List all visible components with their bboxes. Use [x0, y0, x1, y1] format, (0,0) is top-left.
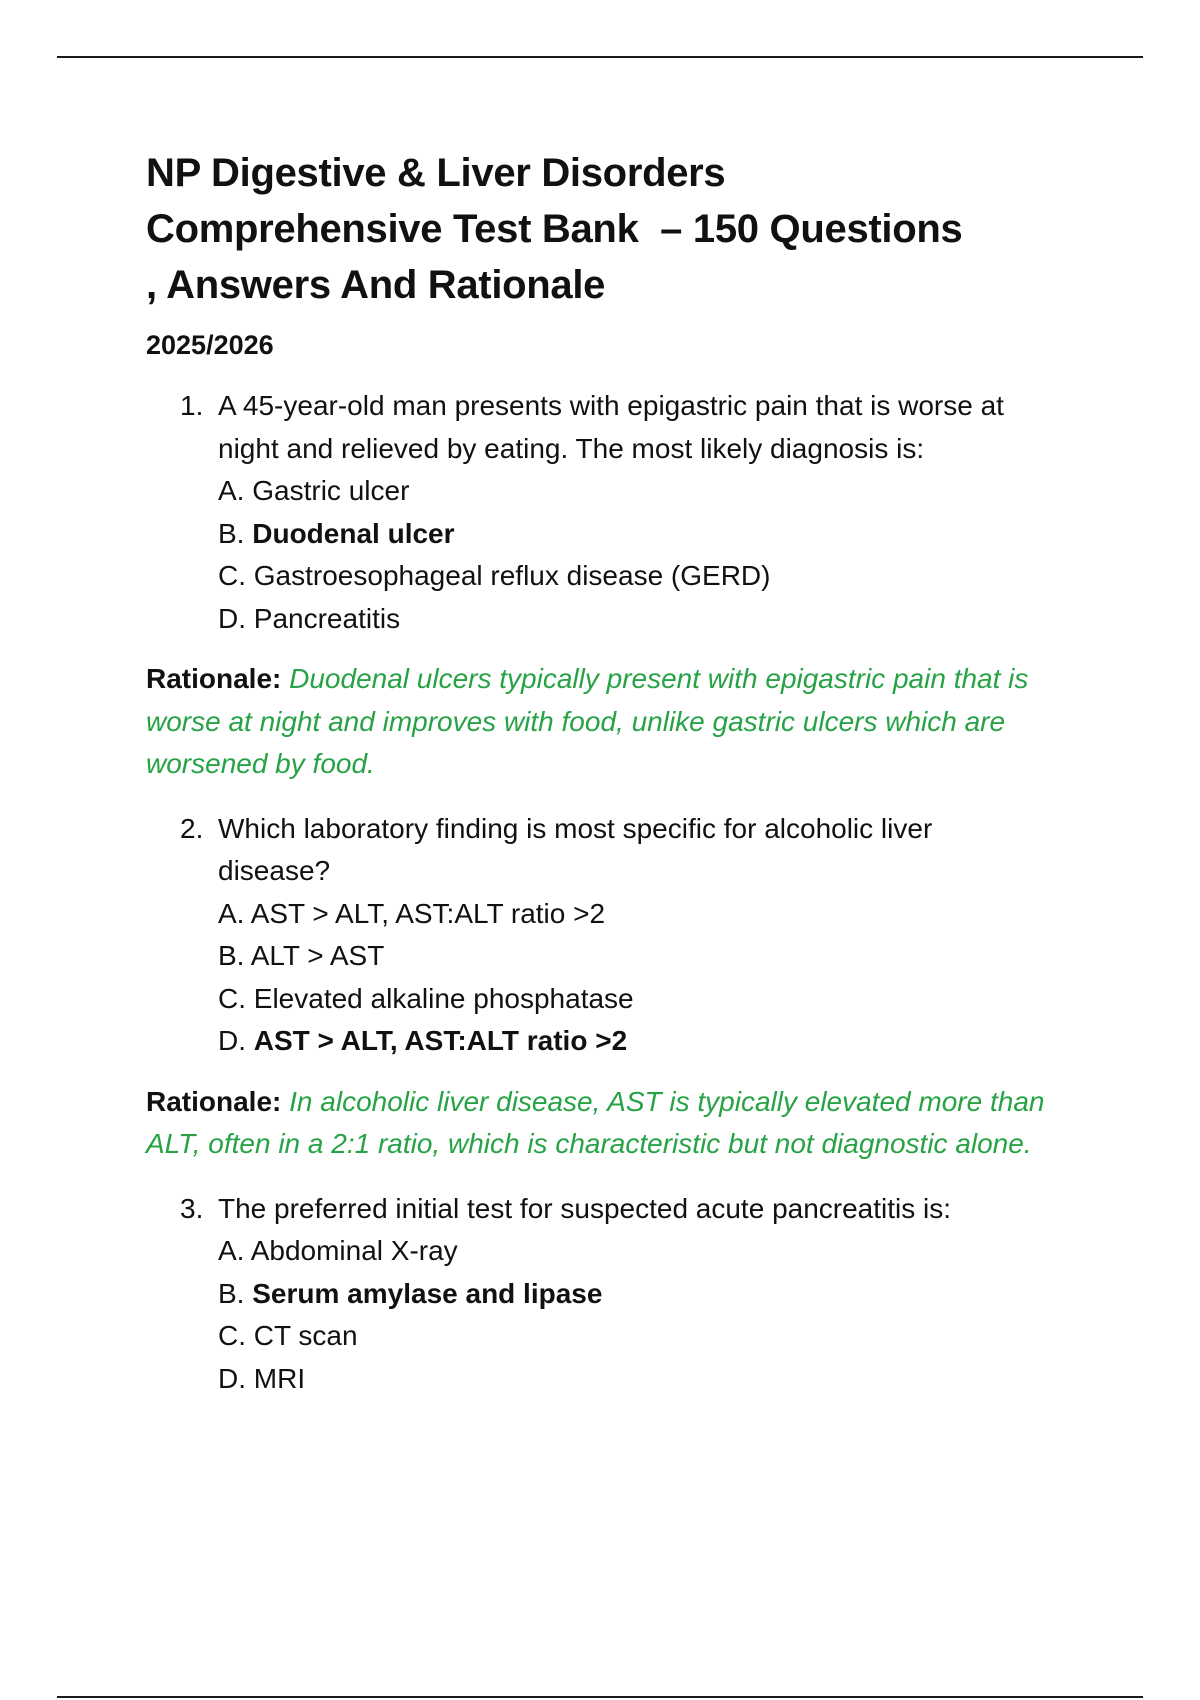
bottom-rule	[57, 1696, 1143, 1698]
option-text: Abdominal X-ray	[250, 1235, 458, 1266]
option-letter: A.	[218, 475, 245, 506]
option-text: Elevated alkaline phosphatase	[253, 982, 634, 1014]
rationale-text-line: worse at night and improves with food, unlike gastric ulcers which are	[146, 705, 1006, 737]
rationale-text-line: In alcoholic liver disease, AST is typically elevated more than	[289, 1085, 1045, 1117]
question-text-line: night and relieved by eating. The most likely diagnosis is:	[218, 432, 925, 464]
question-text	[218, 808, 1096, 893]
question-text-line: The preferred initial test for suspected acute pancreatitis is:	[218, 1192, 952, 1224]
question-number: 2.	[180, 812, 204, 844]
question-text	[218, 385, 1096, 470]
question-number: 3.	[180, 1192, 204, 1224]
title-line: , Answers And Rationale	[146, 263, 606, 307]
option-text: AST > ALT, AST:ALT ratio >2	[250, 897, 606, 929]
answer-option-c	[218, 1315, 1096, 1358]
rationale-2	[146, 1081, 1096, 1166]
option-letter: B.	[218, 940, 245, 971]
answer-option-c	[218, 555, 1096, 598]
option-letter: C.	[218, 1320, 246, 1351]
option-letter: B.	[218, 1277, 245, 1309]
option-letter: C.	[218, 560, 246, 591]
answer-option-b	[218, 935, 1096, 978]
option-letter: D.	[218, 602, 246, 634]
title-line: NP Digestive & Liver Disorders	[146, 151, 726, 195]
document-title	[146, 145, 1096, 313]
question-text-line: A 45-year-old man presents with epigastric pain that is worse at	[218, 390, 1004, 421]
title-line: Comprehensive Test Bank – 150 Questions	[146, 207, 963, 251]
rationale-label: Rationale:	[146, 663, 282, 694]
option-letter: C.	[218, 982, 246, 1014]
rationale-text-line: ALT, often in a 2:1 ratio, which is characteristic but not diagnostic alone.	[146, 1128, 1032, 1159]
option-letter: D.	[218, 1362, 246, 1394]
top-rule	[57, 56, 1143, 58]
option-text: CT scan	[253, 1320, 358, 1351]
answer-options	[218, 470, 1096, 640]
academic-year: 2025/2026	[146, 330, 274, 360]
answer-option-a	[218, 1230, 1096, 1273]
answer-options	[218, 1230, 1096, 1400]
answer-option-b	[218, 1273, 1096, 1316]
rationale-label: Rationale:	[146, 1085, 282, 1117]
option-text: Gastric ulcer	[252, 475, 410, 506]
question-text-line: Which laboratory finding is most specific for alcoholic liver	[218, 812, 933, 844]
question-1	[146, 385, 1096, 640]
document-body	[146, 145, 1096, 1400]
option-text: MRI	[253, 1362, 306, 1394]
option-letter: A.	[218, 1235, 245, 1266]
correct-option-text: Duodenal ulcer	[252, 517, 455, 549]
question-3	[146, 1188, 1096, 1401]
option-text: Gastroesophageal reflux disease (GERD)	[253, 560, 771, 591]
question-2	[146, 808, 1096, 1063]
question-number: 1.	[180, 390, 204, 421]
correct-option-text: AST > ALT, AST:ALT ratio >2	[253, 1025, 628, 1056]
option-letter: D.	[218, 1025, 246, 1056]
answer-option-b	[218, 513, 1096, 556]
answer-options	[218, 893, 1096, 1063]
answer-option-d	[218, 1020, 1096, 1063]
answer-option-a	[218, 470, 1096, 513]
option-text: ALT > AST	[250, 940, 385, 971]
correct-option-text: Serum amylase and lipase	[252, 1277, 603, 1309]
rationale-text-line: Duodenal ulcers typically present with epigastric pain that is	[289, 663, 1029, 694]
option-letter: B.	[218, 517, 245, 549]
question-text	[218, 1188, 1096, 1231]
question-text-line: disease?	[218, 855, 331, 886]
option-letter: A.	[218, 897, 245, 929]
option-text: Pancreatitis	[253, 602, 401, 634]
answer-option-d	[218, 598, 1096, 641]
rationale-text-line: worsened by food.	[146, 748, 375, 779]
answer-option-a	[218, 893, 1096, 936]
answer-option-d	[218, 1358, 1096, 1401]
answer-option-c	[218, 978, 1096, 1021]
rationale-1	[146, 658, 1096, 786]
